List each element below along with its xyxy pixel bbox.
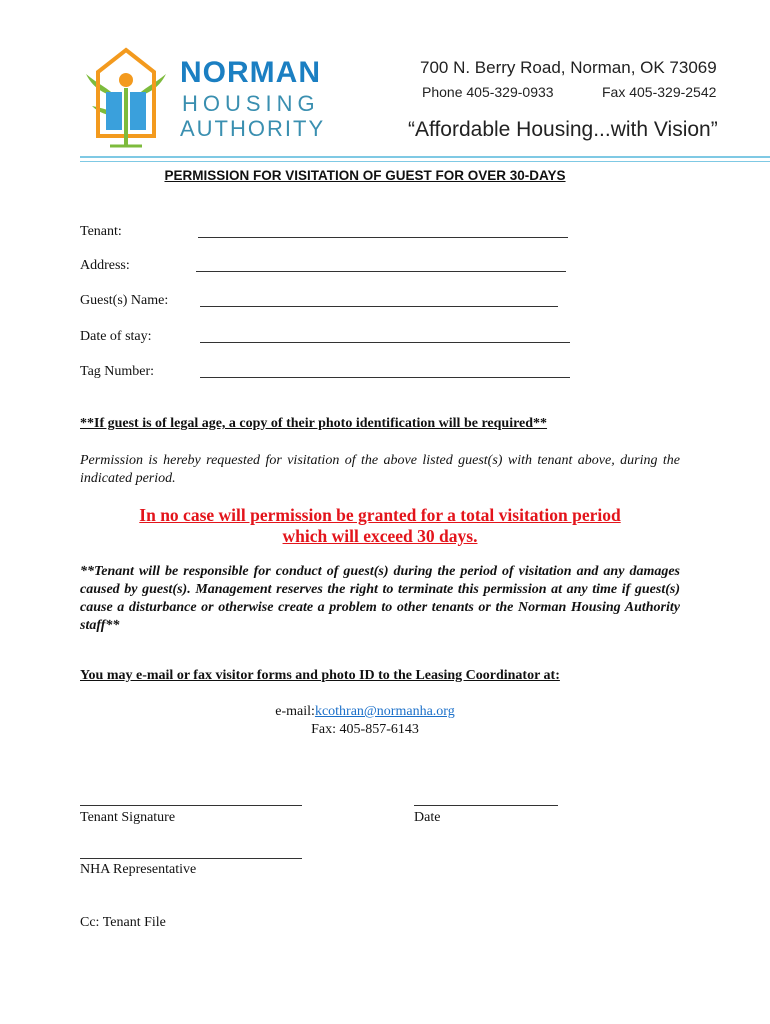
guest-name-label: Guest(s) Name: [80,293,169,308]
form-title: PERMISSION FOR VISITATION OF GUEST FOR OVER 30-DAYS [164,168,566,183]
logo-authority: AUTHORITY [180,116,326,141]
cc-tenant-file: Cc: Tenant File [80,915,166,930]
header-tagline: “Affordable Housing...with Vision” [408,118,718,141]
tenant-responsibility-text: **Tenant will be responsible for conduct of guest(s) during the period of visitation and any damages caused by guest(s). Management reserves the right to terminate this permission at any time if guest(s) cause a disturbance or otherwise create a problem to other tenants or the Norman Housing Authority staff** [80,564,680,633]
warning-line-1: In no case will permission be granted for a total visitation period [139,505,621,525]
date-of-stay-label: Date of stay: [80,329,152,344]
nha-representative-field[interactable] [80,857,302,859]
tenant-label: Tenant: [80,224,122,239]
date-of-stay-field[interactable] [200,341,570,343]
header-fax: Fax 405-329-2542 [602,84,717,100]
submission-instructions: You may e-mail or fax visitor forms and photo ID to the Leasing Coordinator at: [80,668,560,683]
fax-contact: Fax: 405-857-6143 [311,722,419,737]
header-divider-thin [80,161,770,162]
header-divider [80,156,770,158]
tag-number-label: Tag Number: [80,364,155,379]
warning-line-2: which will exceed 30 days. [282,526,478,546]
guest-name-field[interactable] [200,305,558,307]
email-label: e-mail: [275,704,315,719]
permission-text: Permission is hereby requested for visitation of the above listed guest(s) with tenant above, during the indicated period. [80,453,680,486]
address-field[interactable] [196,270,566,272]
norman-housing-authority-logo-icon [80,44,172,150]
tenant-signature-field[interactable] [80,804,302,806]
tenant-signature-label: Tenant Signature [80,810,176,825]
date-field[interactable] [414,804,558,806]
logo-name: NORMAN [180,56,321,89]
photo-id-notice: **If guest is of legal age, a copy of their photo identification will be required** [80,416,548,431]
header-phone: Phone 405-329-0933 [422,84,554,100]
email-contact [0,704,730,720]
nha-representative-label: NHA Representative [80,862,197,877]
tag-number-field[interactable] [200,376,570,378]
thirty-day-warning [80,505,680,547]
logo-housing: HOUSING [182,91,320,116]
tenant-field[interactable] [198,236,568,238]
email-link[interactable]: kcothran@normanha.org [314,704,455,719]
date-label: Date [414,810,441,825]
header-address: 700 N. Berry Road, Norman, OK 73069 [420,58,717,77]
address-label: Address: [80,258,130,273]
